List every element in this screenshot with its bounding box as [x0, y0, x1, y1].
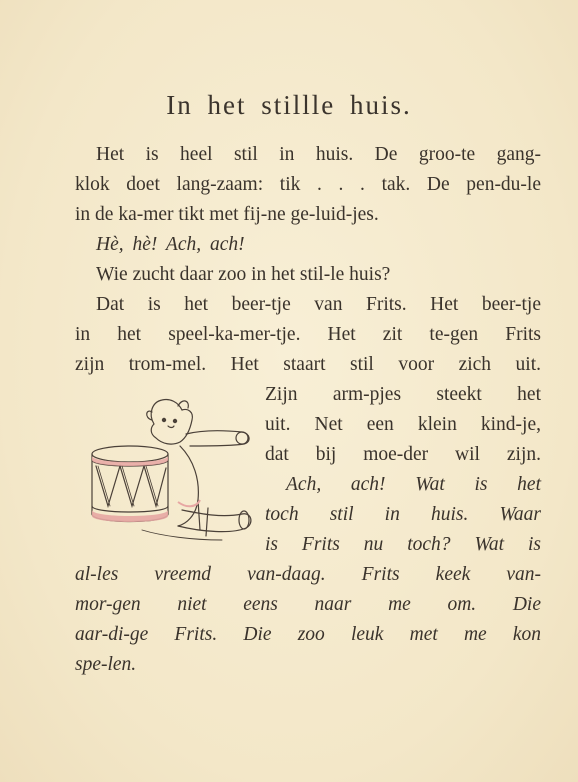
text-line: Het is heel stil in huis. De groo-te gang-: [96, 144, 541, 165]
text-line: uit. Net een klein kind-je,: [265, 414, 541, 435]
teddy-bear-drum-illustration: [82, 390, 260, 550]
text-line: dat bij moe-der wil zijn.: [265, 444, 541, 465]
text-line: Hè, hè! Ach, ach!: [96, 234, 245, 255]
text-line: Ach, ach! Wat is het: [286, 474, 541, 495]
text-line: spe-len.: [75, 654, 137, 675]
text-line: is Frits nu toch? Wat is: [265, 534, 541, 555]
text-line: Zijn arm-pjes steekt het: [265, 384, 541, 405]
text-line: zijn trom-mel. Het staart stil voor zich uit.: [75, 354, 541, 375]
text-line: in de ka-mer tikt met fij-ne ge-luid-jes.: [75, 204, 379, 225]
text-line: mor-gen niet eens naar me om. Die: [75, 594, 541, 615]
text-line: aar-di-ge Frits. Die zoo leuk met me kon: [75, 624, 541, 645]
chapter-title: In het stillle huis.: [166, 90, 412, 120]
text-line: toch stil in huis. Waar: [265, 504, 541, 525]
text-line: al-les vreemd van-daag. Frits keek van-: [75, 564, 541, 585]
text-line: Wie zucht daar zoo in het stil-le huis?: [96, 264, 391, 285]
text-line: klok doet lang-zaam: tik . . . tak. De pen-du-le: [75, 174, 541, 195]
text-line: Dat is het beer-tje van Frits. Het beer-tje: [96, 294, 541, 315]
text-line: in het speel-ka-mer-tje. Het zit te-gen Frits: [75, 324, 541, 345]
